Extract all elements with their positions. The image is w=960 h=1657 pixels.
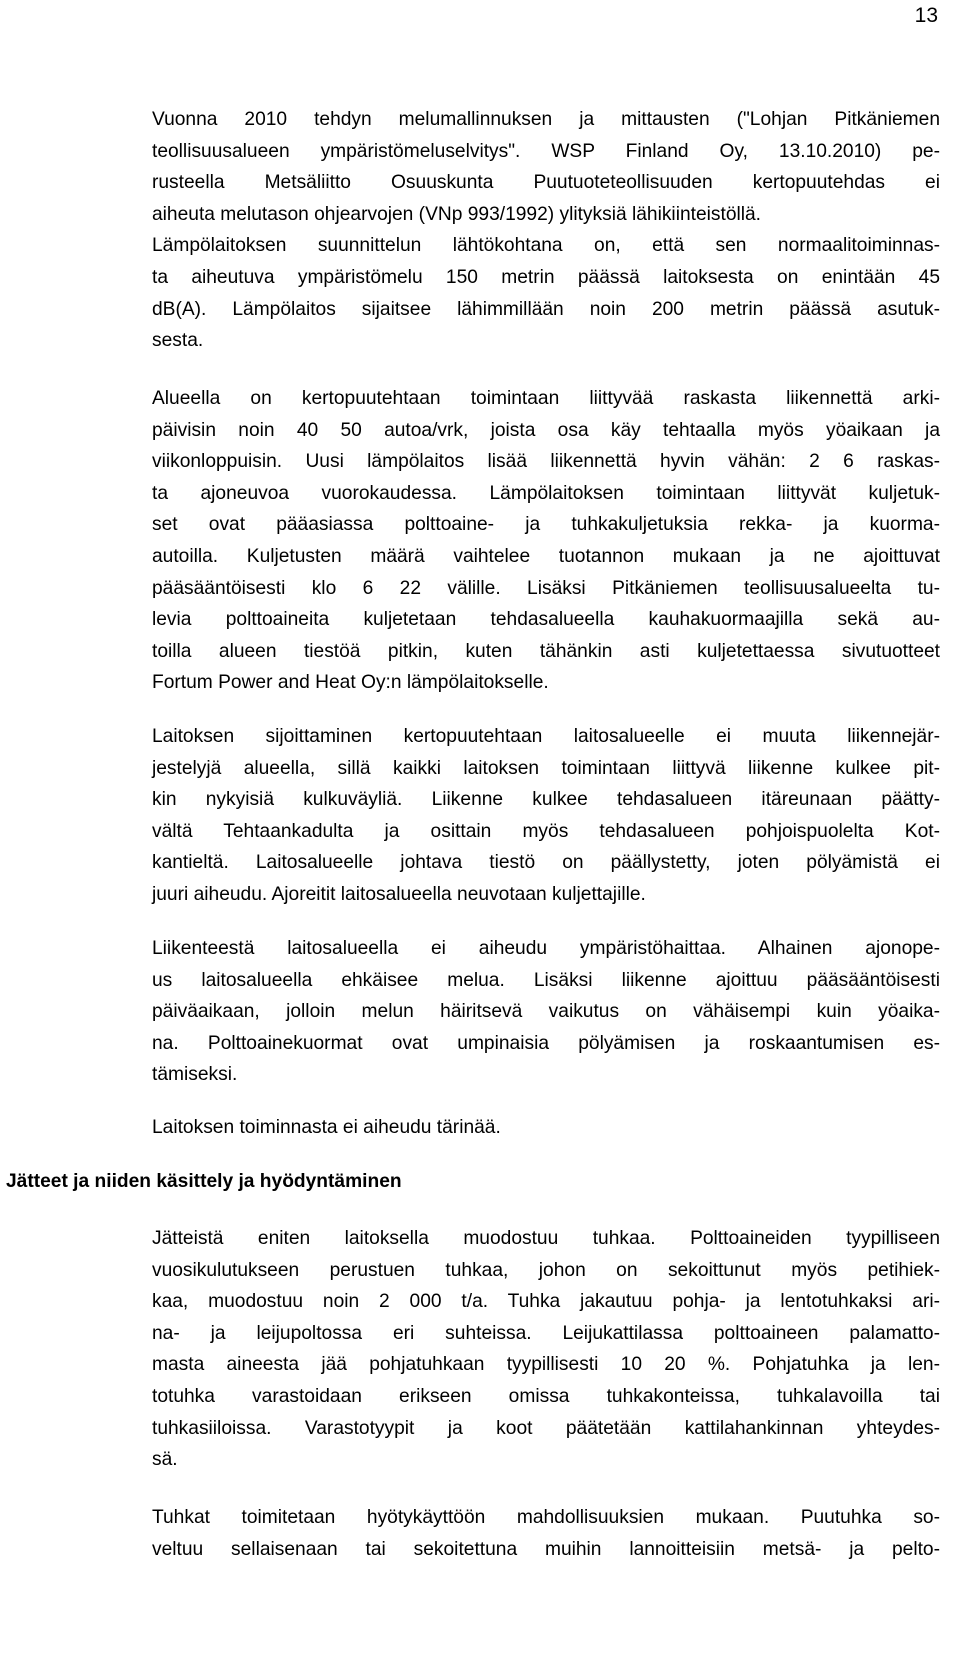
text-line: ta ajoneuvoa vuorokaudessa. Lämpölaitoksen toimintaan liittyvät kuljetuk- <box>152 482 940 504</box>
text-line: levia polttoaineita kuljetetaan tehdasalueella kauhakuormaajilla sekä au- <box>152 609 940 631</box>
section-heading: Jätteet ja niiden käsittely ja hyödyntäminen <box>6 1171 402 1192</box>
text-line: kin nykyisiä kulkuväyliä. Liikenne kulkee tehdasalueen itäreunaan päätty- <box>152 789 940 811</box>
text-line: tuhkasiiloissa. Varastotyypit ja koot päätetään kattilahankinnan yhteydes- <box>152 1417 940 1439</box>
paragraph-noise-survey <box>152 104 940 357</box>
text-line: autoilla. Kuljetusten määrä vaihtelee tuotannon mukaan ja ne ajoittuvat <box>152 545 940 567</box>
text-line: viikonloppuisin. Uusi lämpölaitos lisää liikennettä hyvin vähän: 2 6 raskas- <box>152 451 940 473</box>
paragraph-ash <box>152 1223 940 1476</box>
paragraph-traffic <box>152 383 940 699</box>
text-line: Alueella on kertopuutehtaan toimintaan liittyvää raskasta liikennettä arki- <box>152 388 940 409</box>
text-line: rusteella Metsäliitto Osuuskunta Puutuoteteollisuuden kertopuutehdas ei <box>152 172 940 194</box>
text-line: Vuonna 2010 tehdyn melumallinnuksen ja mittausten ("Lohjan Pitkäniemen <box>152 109 940 130</box>
text-line: Liikenteestä laitosalueella ei aiheudu ympäristöhaittaa. Alhainen ajonope- <box>152 938 940 959</box>
text-line: päiväaikaan, jolloin melun häiritsevä vaikutus on vähäisempi kuin yöaika- <box>152 1001 940 1023</box>
paragraph-traffic-arrangements <box>152 721 940 911</box>
text-line: tämiseksi. <box>152 1064 238 1086</box>
text-line: set ovat pääasiassa polttoaine- ja tuhkakuljetuksia rekka- ja kuorma- <box>152 514 940 536</box>
text-line: vältä Tehtaankadulta ja osittain myös tehdasalueen pohjoispuolelta Kot- <box>152 820 940 842</box>
text-line: veltuu sellaisenaan tai sekoitettuna muihin lannoitteisiin metsä- ja pelto- <box>152 1538 940 1560</box>
text-line: na. Polttoainekuormat ovat umpinaisia pölyämisen ja roskaantumisen es- <box>152 1032 940 1054</box>
text-line: kaa, muodostuu noin 2 000 t/a. Tuhka jakautuu pohja- ja lentotuhkaksi ari- <box>152 1291 940 1313</box>
page-number: 13 <box>914 4 938 27</box>
paragraph-environmental-impact <box>152 933 940 1091</box>
text-line: Lämpölaitoksen suunnittelun lähtökohtana on, että sen normaalitoiminnas- <box>152 235 940 257</box>
text-line: toilla alueen tiestöä pitkin, kuten tähänkin asti kuljetettaessa sivutuotteet <box>152 640 940 662</box>
text-line: Tuhkat toimitetaan hyötykäyttöön mahdollisuuksien mukaan. Puutuhka so- <box>152 1507 940 1528</box>
text-line: sä. <box>152 1449 178 1471</box>
text-line: Laitoksen toiminnasta ei aiheudu tärinää. <box>152 1117 501 1138</box>
text-line: Jätteistä eniten laitoksella muodostuu tuhkaa. Polttoaineiden tyypilliseen <box>152 1228 940 1249</box>
text-line: Laitoksen sijoittaminen kertopuutehtaan laitosalueelle ei muuta liikennejär- <box>152 726 940 747</box>
text-line: Fortum Power and Heat Oy:n lämpölaitokselle. <box>152 672 549 694</box>
text-line: teollisuusalueen ympäristömeluselvitys". WSP Finland Oy, 13.10.2010) pe- <box>152 140 940 162</box>
paragraph-ash-utilization <box>152 1502 940 1565</box>
text-line: jestelyjä alueella, sillä kaikki laitoksen toimintaan liittyvä liikenne kulkee pit- <box>152 757 940 779</box>
text-line: masta aineesta jää pohjatuhkaan tyypillisesti 10 20 %. Pohjatuhka ja len- <box>152 1354 940 1376</box>
text-line: aiheuta melutason ohjearvojen (VNp 993/1992) ylityksiä lähikiinteistöllä. <box>152 203 762 225</box>
text-line: kantieltä. Laitosalueelle johtava tiestö on päällystetty, joten pölyämistä ei <box>152 852 940 874</box>
text-line: us laitosalueella ehkäisee melua. Lisäksi liikenne ajoittuu pääsääntöisesti <box>152 969 940 991</box>
text-line: dB(A). Lämpölaitos sijaitsee lähimmillään noin 200 metrin päässä asutuk- <box>152 298 940 320</box>
text-line: ta aiheutuva ympäristömelu 150 metrin päässä laitoksesta on enintään 45 <box>152 266 940 288</box>
text-line: sesta. <box>152 330 204 352</box>
text-line: päivisin noin 40 50 autoa/vrk, joista osa käy tehtaalla myös yöaikaan ja <box>152 419 940 441</box>
text-line: juuri aiheudu. Ajoreitit laitosalueella neuvotaan kuljettajille. <box>152 883 646 905</box>
text-line: pääsääntöisesti klo 6 22 välille. Lisäksi Pitkäniemen teollisuusalueelta tu- <box>152 577 940 599</box>
text-line: na- ja leijupoltossa eri suhteissa. Leijukattilassa polttoaineen palamatto- <box>152 1322 940 1344</box>
paragraph-vibration <box>152 1112 940 1144</box>
text-line: vuosikulutukseen perustuen tuhkaa, johon on sekoittunut myös petihiek- <box>152 1259 940 1281</box>
text-line: totuhka varastoidaan erikseen omissa tuhkakonteissa, tuhkalavoilla tai <box>152 1385 940 1407</box>
